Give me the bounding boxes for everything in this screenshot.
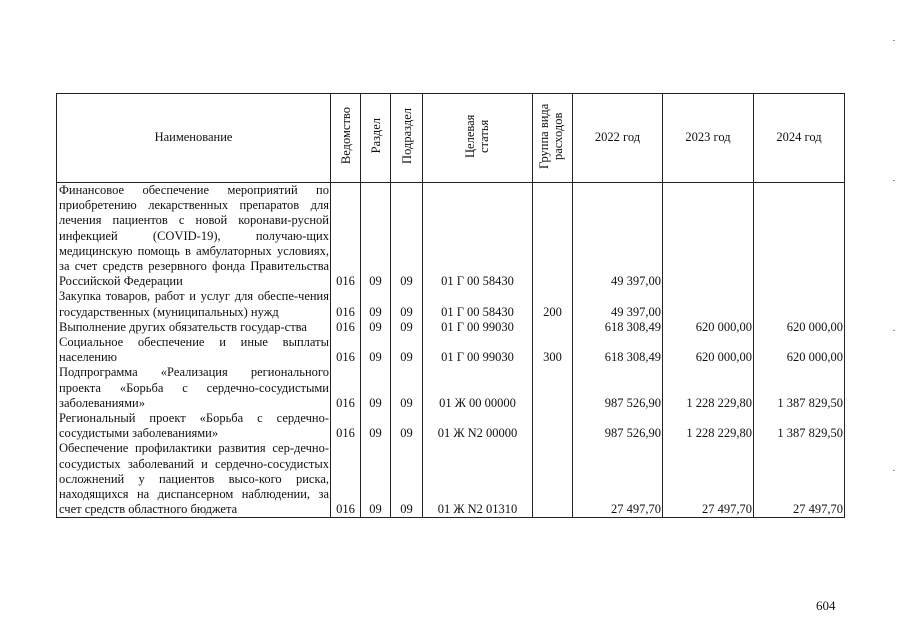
header-2022: 2022 год [573,94,663,183]
row-2022: 27 497,70 [573,441,663,518]
header-gruppa: Группа вида расходов [533,94,573,183]
header-razdel: Раздел [361,94,391,183]
row-gruppa [533,365,573,411]
row-celevaya: 01 Г 00 99030 [423,335,533,365]
row-2024 [754,289,845,319]
row-razdel: 09 [361,365,391,411]
row-podrazdel: 09 [391,441,423,518]
row-podrazdel: 09 [391,289,423,319]
row-vedomstvo: 016 [331,365,361,411]
row-2023 [663,289,754,319]
row-name: Закупка товаров, работ и услуг для обеспе-чения государственных (муниципальных) нужд [57,289,331,319]
row-name: Региональный проект «Борьба с сердечно-сосудистыми заболеваниями» [57,411,331,441]
table-row [57,441,845,518]
scan-edge-mark [893,180,895,181]
row-name: Социальное обеспечение и иные выплаты населению [57,335,331,365]
row-vedomstvo: 016 [331,289,361,319]
row-podrazdel: 09 [391,365,423,411]
row-celevaya: 01 Ж N2 00000 [423,411,533,441]
scan-edge-mark [893,330,895,331]
row-2024: 620 000,00 [754,335,845,365]
row-celevaya: 01 Г 00 99030 [423,320,533,335]
row-2023: 27 497,70 [663,441,754,518]
table-header [57,94,845,183]
row-celevaya: 01 Ж N2 01310 [423,441,533,518]
row-gruppa: 300 [533,335,573,365]
row-gruppa [533,411,573,441]
header-podrazdel: Подраздел [391,94,423,183]
row-razdel: 09 [361,411,391,441]
row-celevaya: 01 Ж 00 00000 [423,365,533,411]
row-podrazdel: 09 [391,320,423,335]
row-2023: 620 000,00 [663,335,754,365]
row-vedomstvo: 016 [331,320,361,335]
table-row [57,411,845,441]
row-razdel: 09 [361,441,391,518]
row-2023: 1 228 229,80 [663,411,754,441]
scan-edge-mark [893,470,895,471]
row-gruppa: 200 [533,289,573,319]
row-gruppa [533,320,573,335]
row-name: Выполнение других обязательств государ-ства [57,320,331,335]
row-2023: 620 000,00 [663,320,754,335]
row-razdel: 09 [361,335,391,365]
budget-table [56,93,845,518]
row-2022: 49 397,00 [573,289,663,319]
row-2024: 27 497,70 [754,441,845,518]
row-podrazdel: 09 [391,183,423,290]
row-name: Подпрограмма «Реализация регионального проекта «Борьба с сердечно-сосудистыми заболеваниями» [57,365,331,411]
header-vedomstvo: Ведомство [331,94,361,183]
row-2022: 987 526,90 [573,365,663,411]
row-2024: 1 387 829,50 [754,365,845,411]
row-celevaya: 01 Г 00 58430 [423,183,533,290]
header-2023: 2023 год [663,94,754,183]
row-2024: 620 000,00 [754,320,845,335]
row-2022: 49 397,00 [573,183,663,290]
row-razdel: 09 [361,320,391,335]
row-vedomstvo: 016 [331,183,361,290]
row-gruppa [533,183,573,290]
header-celevaya: Целевая статья [423,94,533,183]
row-2024: 1 387 829,50 [754,411,845,441]
row-vedomstvo: 016 [331,441,361,518]
row-vedomstvo: 016 [331,335,361,365]
header-2024: 2024 год [754,94,845,183]
table-body [57,183,845,518]
row-name: Обеспечение профилактики развития сер-дечно-сосудистых заболеваний и сердечно-сосудистых осложнений у пациентов высо-кого риска, находящихся на диспансерном наблюдении, за счет средств областного бюджета [57,441,331,518]
row-celevaya: 01 Г 00 58430 [423,289,533,319]
page-number: 604 [816,598,836,613]
row-2023: 1 228 229,80 [663,365,754,411]
header-name: Наименование [57,94,331,183]
table-row [57,320,845,335]
row-2022: 987 526,90 [573,411,663,441]
table-row [57,183,845,290]
scan-edge-mark [893,40,895,41]
row-razdel: 09 [361,289,391,319]
table-row [57,365,845,411]
row-vedomstvo: 016 [331,411,361,441]
row-2022: 618 308,49 [573,320,663,335]
row-2023 [663,183,754,290]
table-row [57,335,845,365]
table-row [57,289,845,319]
row-gruppa [533,441,573,518]
row-2022: 618 308,49 [573,335,663,365]
row-2024 [754,183,845,290]
row-name: Финансовое обеспечение мероприятий по приобретению лекарственных препаратов для лечения пациентов с новой коронави-русной инфекцией (COVID-19), получаю-щих медицинскую помощь в амбулаторных условиях, за счет средств резервного фонда Правительства Российской Федерации [57,183,331,290]
row-razdel: 09 [361,183,391,290]
row-podrazdel: 09 [391,335,423,365]
row-podrazdel: 09 [391,411,423,441]
